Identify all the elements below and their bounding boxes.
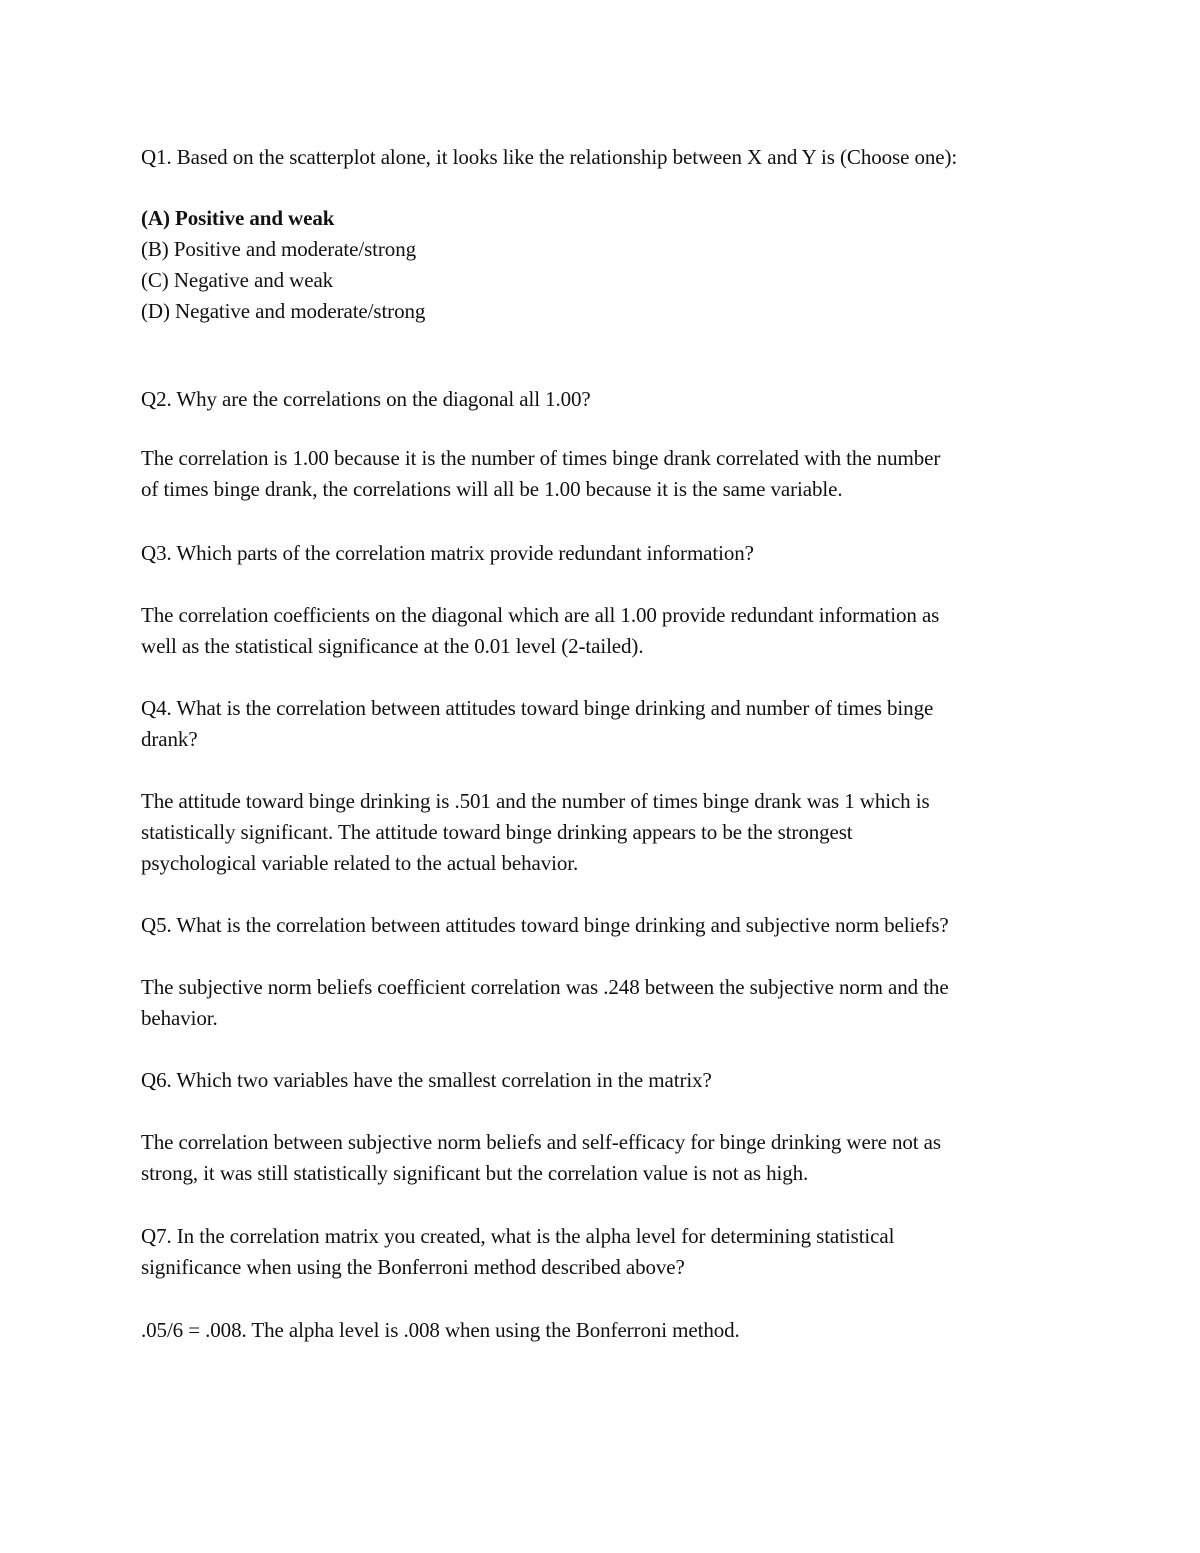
q6-question-line-1: Q6. Which two variables have the smallest correlation in the matrix? [141,1068,712,1092]
q4-answer-line-3: psychological variable related to the actual behavior. [141,851,579,875]
q2-question-line-1: Q2. Why are the correlations on the diagonal all 1.00? [141,387,591,411]
q4-question-line-2: drank? [141,727,198,751]
q1-option-d: (D) Negative and moderate/strong [141,299,426,323]
q5-answer-line-1: The subjective norm beliefs coefficient correlation was .248 between the subjective norm and the [141,975,949,999]
q1-question-line-1: Q1. Based on the scatterplot alone, it looks like the relationship between X and Y is (Choose one): [141,145,958,169]
q2-answer-line-1: The correlation is 1.00 because it is the number of times binge drank correlated with the number [141,446,941,470]
q1-option-c: (C) Negative and weak [141,268,334,292]
q3-question-line-1: Q3. Which parts of the correlation matrix provide redundant information? [141,541,754,565]
q4-answer-line-1: The attitude toward binge drinking is .501 and the number of times binge drank was 1 which is [141,789,930,813]
q7-question-line-2: significance when using the Bonferroni method described above? [141,1255,685,1279]
q5-answer-line-2: behavior. [141,1006,218,1030]
q7-question-line-1: Q7. In the correlation matrix you created, what is the alpha level for determining statistical [141,1224,895,1248]
q1-option-a: (A) Positive and weak [141,206,335,230]
q3-answer-line-2: well as the statistical significance at the 0.01 level (2-tailed). [141,634,644,658]
q3-answer-line-1: The correlation coefficients on the diagonal which are all 1.00 provide redundant information as [141,603,940,627]
q4-answer-line-2: statistically significant. The attitude toward binge drinking appears to be the strongest [141,820,853,844]
q5-question-line-1: Q5. What is the correlation between attitudes toward binge drinking and subjective norm beliefs? [141,913,949,937]
q2-answer-line-2: of times binge drank, the correlations will all be 1.00 because it is the same variable. [141,477,843,501]
q7-answer-line-1: .05/6 = .008. The alpha level is .008 when using the Bonferroni method. [141,1318,740,1342]
q6-answer-line-1: The correlation between subjective norm beliefs and self-efficacy for binge drinking were not as [141,1130,941,1154]
q1-option-b: (B) Positive and moderate/strong [141,237,416,261]
q4-question-line-1: Q4. What is the correlation between attitudes toward binge drinking and number of times binge [141,696,934,720]
q6-answer-line-2: strong, it was still statistically significant but the correlation value is not as high. [141,1161,809,1185]
